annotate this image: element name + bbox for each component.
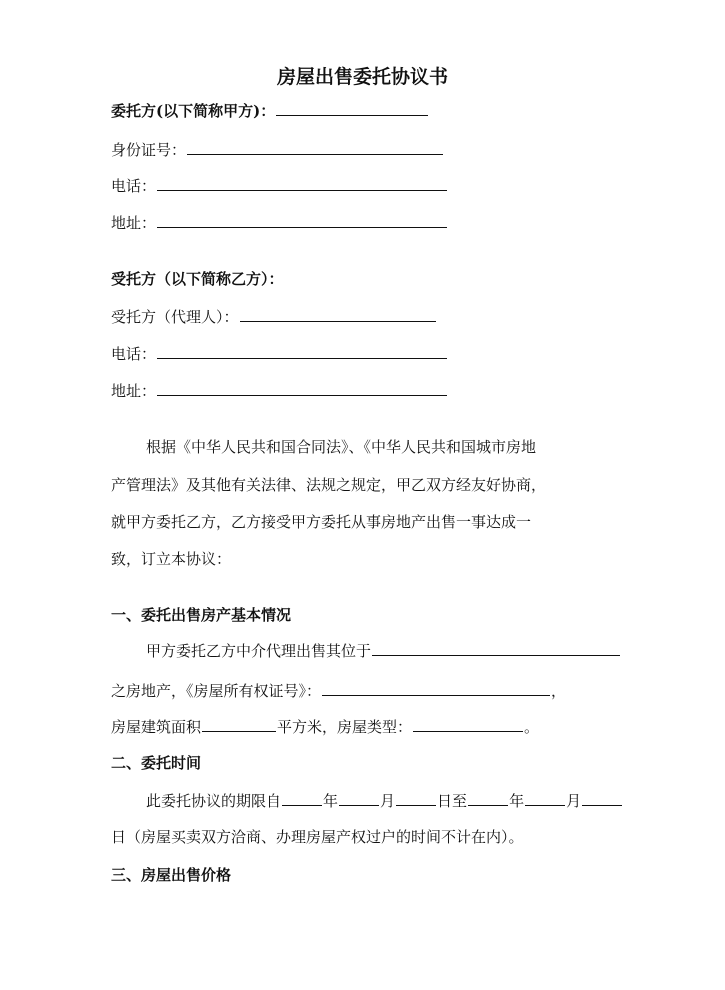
area-label: 房屋建筑面积 (111, 718, 202, 736)
party-b-address-label: 地址： (111, 382, 157, 400)
party-b-address-row (111, 380, 448, 402)
house-type-blank[interactable] (413, 716, 523, 732)
document-title: 房屋出售委托协议书 (276, 66, 448, 88)
party-b-agent-label: 受托方（代理人）： (111, 308, 239, 326)
party-b-address-blank[interactable] (157, 380, 447, 396)
start-day-blank[interactable] (396, 790, 436, 806)
party-a-address-row (111, 212, 448, 234)
section-1-line-1 (146, 640, 621, 662)
party-a-heading: 委托方(以下简称甲方)： (111, 102, 276, 120)
certificate-suffix: ， (551, 682, 567, 700)
certificate-label: 之房地产，《房屋所有权证号》： (111, 682, 322, 700)
section-3-heading: 三、房屋出售价格 (111, 866, 232, 884)
party-a-id-blank[interactable] (187, 139, 443, 155)
end-year-blank[interactable] (468, 790, 508, 806)
party-b-phone-row (111, 343, 448, 365)
area-blank[interactable] (202, 716, 276, 732)
party-a-name-blank[interactable] (276, 100, 428, 116)
end-month-blank[interactable] (525, 790, 565, 806)
preamble-line-2: 产管理法》及其他有关法律、法规之规定，甲乙双方经友好协商， (111, 476, 547, 494)
term-label: 此委托协议的期限自 (146, 792, 282, 810)
section-2-line-2: 日（房屋买卖双方洽商、办理房屋产权过户的时间不计在内）。 (111, 828, 524, 846)
party-a-address-blank[interactable] (157, 212, 447, 228)
start-year-blank[interactable] (282, 790, 322, 806)
party-b-heading: 受托方（以下简称乙方）： (111, 270, 284, 288)
house-type-label: 平方米，房屋类型： (277, 718, 413, 736)
party-a-id-label: 身份证号： (111, 141, 187, 159)
end-year-label: 年 (509, 792, 525, 810)
day-to-label: 日至 (437, 792, 468, 810)
section-2-heading: 二、委托时间 (111, 754, 202, 772)
preamble-line-4: 致，订立本协议： (111, 550, 232, 568)
start-month-label: 月 (380, 792, 396, 810)
section-2-line-1 (146, 790, 623, 812)
line-3-end: 。 (524, 718, 540, 736)
start-month-blank[interactable] (339, 790, 379, 806)
start-year-label: 年 (323, 792, 339, 810)
party-a-address-label: 地址： (111, 214, 157, 232)
end-month-label: 月 (566, 792, 582, 810)
party-a-id-row (111, 139, 444, 161)
location-label: 甲方委托乙方中介代理出售其位于 (146, 642, 372, 660)
section-1-line-3 (111, 716, 539, 738)
end-day-blank[interactable] (582, 790, 622, 806)
party-b-heading-row (111, 268, 284, 290)
party-a-phone-blank[interactable] (157, 175, 447, 191)
party-b-agent-blank[interactable] (240, 306, 436, 322)
preamble-line-1: 根据《中华人民共和国合同法》、《中华人民共和国城市房地 (146, 438, 537, 456)
party-a-heading-row (111, 100, 429, 122)
party-b-agent-row (111, 306, 437, 328)
party-b-phone-label: 电话： (111, 345, 157, 363)
party-b-phone-blank[interactable] (157, 343, 447, 359)
section-1-line-2 (111, 680, 566, 702)
party-a-phone-label: 电话： (111, 177, 157, 195)
preamble-line-3: 就甲方委托乙方，乙方接受甲方委托从事房地产出售一事达成一 (111, 513, 532, 531)
section-1-heading: 一、委托出售房产基本情况 (111, 606, 292, 624)
certificate-blank[interactable] (322, 680, 550, 696)
location-blank[interactable] (372, 640, 620, 656)
party-a-phone-row (111, 175, 448, 197)
